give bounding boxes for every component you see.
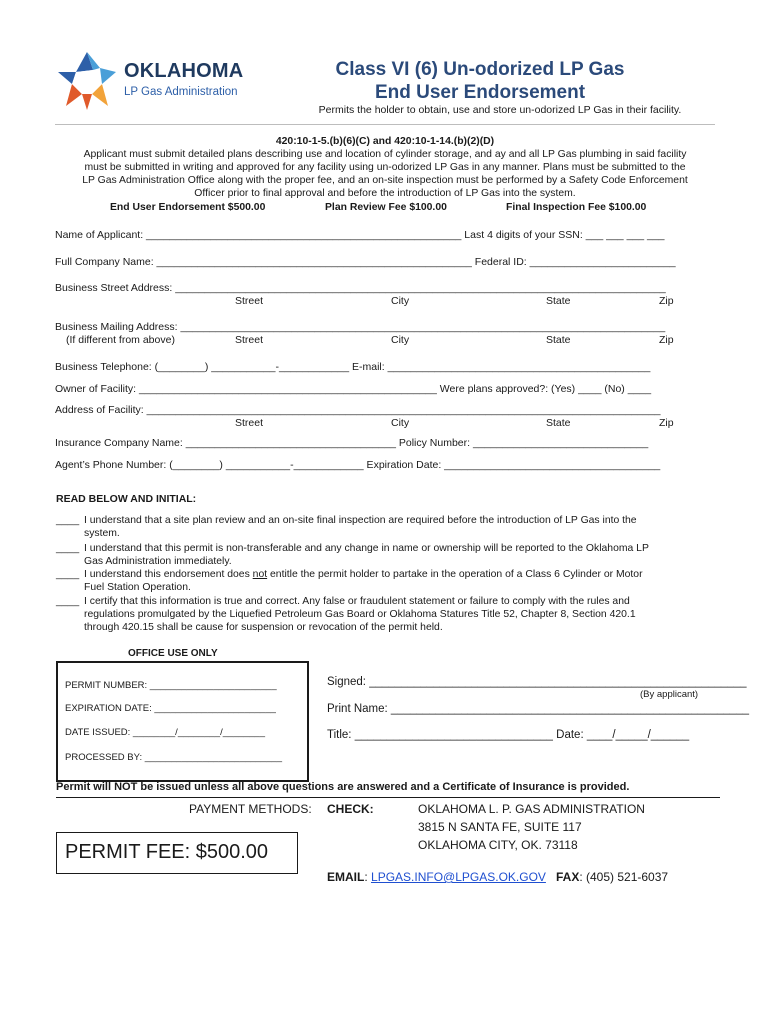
street-label: Street	[235, 334, 264, 346]
initial-blank[interactable]: ____	[56, 543, 80, 554]
zip-label: Zip	[659, 417, 674, 429]
intro-line: Applicant must submit detailed plans describing use and location of cylinder storage, and ay and all LP Gas plumbing in said facility	[83, 149, 687, 160]
insurance-field[interactable]: Insurance Company Name: ____________________________________ Policy Number: ______________________________	[55, 437, 649, 449]
intro-line: Officer prior to final approval and before the introduction of LP Gas into the system.	[194, 188, 576, 199]
state-label: State	[546, 295, 571, 307]
company-name-field[interactable]: Full Company Name: ______________________________________________________ Federal ID: _________________________	[55, 256, 676, 268]
initial-blank[interactable]: ____	[56, 515, 80, 526]
by-applicant-note: (By applicant)	[640, 689, 699, 700]
plan-review-fee: Plan Review Fee $100.00	[325, 202, 447, 213]
mailing-address-note: (If different from above)	[66, 334, 175, 346]
telephone-email-field[interactable]: Business Telephone: (________) ___________-____________ E-mail: _____________________________________________	[55, 361, 651, 373]
initial-blank[interactable]: ____	[56, 596, 80, 607]
payment-methods-label: PAYMENT METHODS:	[189, 802, 312, 816]
permit-number-field[interactable]: PERMIT NUMBER: ________________________	[65, 680, 277, 691]
office-use-heading: OFFICE USE ONLY	[128, 648, 218, 659]
fax-contact: FAX: (405) 521-6037	[556, 870, 669, 884]
processed-by-field[interactable]: PROCESSED BY: __________________________	[65, 752, 283, 763]
logo-name: OKLAHOMA	[124, 60, 244, 82]
city-label: City	[391, 417, 410, 429]
logo-subtitle: LP Gas Administration	[124, 86, 238, 98]
initial-item: ____ I certify that this information is true and correct. Any false or fraudulent statement or failure to comply with the rules and regulations promulgated by the Liquefied Petroleum Gas Board or Oklahoma Statures Title 52, Chapter 8, Section 420.1 through 420.15 shall be cause for suspension or revocation of the permit held.	[56, 596, 636, 634]
mailing-address-line: OKLAHOMA CITY, OK. 73118	[418, 838, 578, 852]
initial-blank[interactable]: ____	[56, 569, 80, 580]
facility-owner-field[interactable]: Owner of Facility: ___________________________________________________ Were plans approved?: (Yes) ____ (No) ____	[55, 383, 652, 395]
intro-line: LP Gas Administration Office along with the proper fee, and an on-site inspection must be performed by a Safety Code Enforcement	[82, 175, 688, 186]
signed-field[interactable]: Signed: ___________________________________________________________	[327, 676, 747, 688]
state-label: State	[546, 417, 571, 429]
final-inspection-fee: Final Inspection Fee $100.00	[506, 202, 647, 213]
street-address-field[interactable]: Business Street Address: ____________________________________________________________________________________	[55, 282, 666, 294]
zip-label: Zip	[659, 295, 674, 307]
email-contact: EMAIL: LPGAS.INFO@LPGAS.OK.GOV	[327, 870, 546, 884]
check-label: CHECK:	[327, 802, 374, 816]
print-name-field[interactable]: Print Name: ________________________________________________________	[327, 703, 750, 715]
page-subtitle: Permits the holder to obtain, use and store un-odorized LP Gas in their facility.	[318, 104, 682, 116]
city-label: City	[391, 295, 410, 307]
initial-item: ____ I understand that this permit is non-transferable and any change in name or ownership will be reported to the Oklahoma LP Gas Administration immediately.	[56, 543, 649, 568]
mailing-address-field[interactable]: Business Mailing Address: ___________________________________________________________________________________	[55, 321, 666, 333]
notice-underline	[56, 797, 720, 798]
oklahoma-star-logo-icon	[56, 50, 118, 112]
endorsement-fee: End User Endorsement $500.00	[110, 202, 266, 213]
insurance-notice: Permit will NOT be issued unless all above questions are answered and a Certificate of Insurance is provided.	[56, 781, 630, 793]
initials-heading: READ BELOW AND INITIAL:	[56, 493, 197, 505]
title-date-field[interactable]: Title: _______________________________ Date: ____/_____/______	[327, 729, 690, 741]
facility-address-field[interactable]: Address of Facility: ________________________________________________________________________________________	[55, 404, 661, 416]
page-title-line-1: Class VI (6) Un-odorized LP Gas	[335, 59, 625, 80]
initial-item: ____ I understand this endorsement does not entitle the permit holder to partake in the operation of a Class 6 Cylinder or Motor Fuel Station Operation.	[56, 569, 643, 594]
expiration-date-field[interactable]: EXPIRATION DATE: _______________________	[65, 703, 276, 714]
initial-item: ____ I understand that a site plan review and an on-site final inspection are required before the introduction of LP Gas into the system.	[56, 515, 637, 540]
state-label: State	[546, 334, 571, 346]
mailing-address-line: OKLAHOMA L. P. GAS ADMINISTRATION	[418, 802, 645, 816]
intro-line: must be submitted in writing and approved for any facility using un-odorized LP Gas in any manner. Plans must be submitted to the	[84, 162, 686, 173]
header-divider	[55, 124, 715, 125]
fax-number: (405) 521-6037	[586, 870, 669, 884]
date-issued-field[interactable]: DATE ISSUED: ________/________/________	[65, 727, 266, 738]
street-label: Street	[235, 295, 264, 307]
agent-phone-field[interactable]: Agent’s Phone Number: (________) ___________-____________ Expiration Date: _____________________________________	[55, 459, 661, 471]
agency-logo	[56, 46, 256, 116]
permit-fee-box	[56, 832, 298, 874]
zip-label: Zip	[659, 334, 674, 346]
rule-citation: 420:10-1-5.(b)(6)(C) and 420:10-1-14.(b)(2)(D)	[275, 136, 495, 147]
email-label: EMAIL	[327, 870, 365, 884]
mailing-address-line: 3815 N SANTA FE, SUITE 117	[418, 820, 582, 834]
street-label: Street	[235, 417, 264, 429]
office-use-box	[56, 661, 309, 782]
fax-label: FAX	[556, 870, 580, 884]
page-title-line-2: End User Endorsement	[374, 82, 586, 103]
applicant-name-field[interactable]: Name of Applicant: ______________________________________________________ Last 4 digits of your SSN: ___ ___ ___ ___	[55, 229, 665, 241]
city-label: City	[391, 334, 410, 346]
permit-fee-text: PERMIT FEE: $500.00	[65, 841, 269, 863]
email-link[interactable]: LPGAS.INFO@LPGAS.OK.GOV	[371, 870, 546, 884]
